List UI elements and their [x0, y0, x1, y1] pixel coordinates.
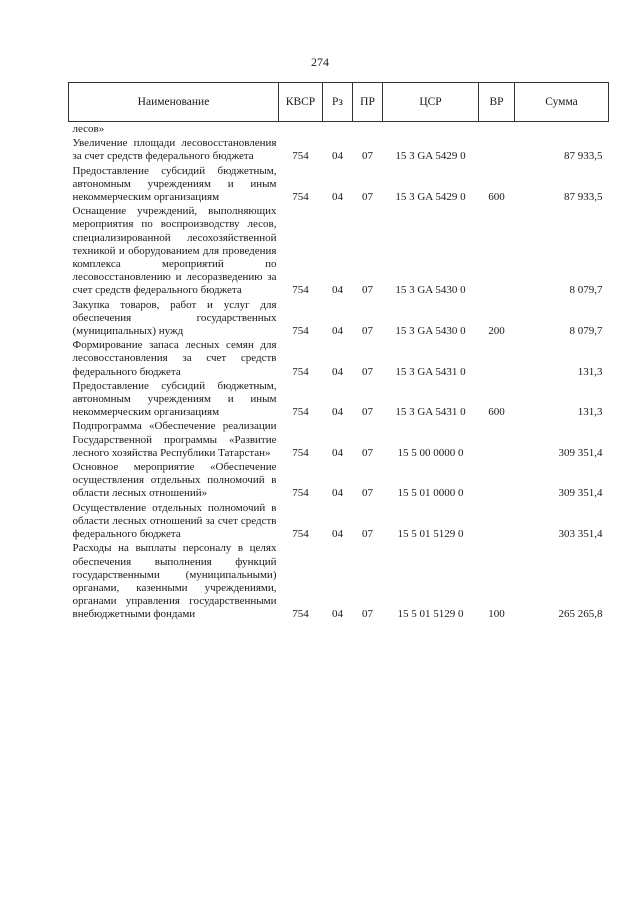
- row-name: Расходы на выплаты персоналу в целях обеспечения выполнения функций государственными (муниципальными) органами, казенными учреждениями, органами управления государственными внебюджетными фондами: [72, 542, 277, 621]
- row-vr: 100: [488, 608, 505, 621]
- row-csr: 15 5 01 0000 0: [397, 487, 464, 500]
- row-pr: 07: [362, 365, 373, 378]
- row-rz: 04: [332, 406, 343, 419]
- table-row: [69, 204, 609, 297]
- row-name: Закупка товаров, работ и услуг для обеспечения государственных (муниципальных) нужд: [72, 298, 277, 338]
- table-row: [69, 419, 609, 460]
- row-kvsr: 754: [292, 191, 309, 204]
- row-rz: 04: [332, 528, 343, 541]
- column-header-sum: Сумма: [515, 83, 609, 122]
- table-row: [69, 338, 609, 379]
- row-vr: [479, 136, 515, 163]
- row-rz: 04: [332, 608, 343, 621]
- column-header-kvsr: КВСР: [279, 83, 323, 122]
- row-name: Увеличение площади лесовосстановления за счет средств федерального бюджета: [72, 137, 277, 163]
- row-sum: [515, 122, 609, 137]
- row-rz: 04: [332, 487, 343, 500]
- row-vr: [479, 122, 515, 137]
- row-vr: 600: [488, 191, 505, 204]
- row-sum: 303 351,4: [558, 528, 603, 541]
- row-kvsr: 754: [292, 446, 309, 459]
- row-pr: 07: [362, 487, 373, 500]
- row-rz: 04: [332, 325, 343, 338]
- table-header-row: [69, 83, 609, 122]
- row-csr: 15 5 01 5129 0: [397, 608, 464, 621]
- row-kvsr: 754: [292, 406, 309, 419]
- row-kvsr: 754: [292, 608, 309, 621]
- row-name: Осуществление отдельных полномочий в области лесных отношений за счет средств федерального бюджета: [72, 501, 277, 541]
- row-kvsr: 754: [292, 325, 309, 338]
- row-pr: 07: [362, 528, 373, 541]
- row-csr: 15 3 GA 5430 0: [395, 284, 466, 297]
- row-sum: 265 265,8: [558, 608, 603, 621]
- row-sum: 8 079,7: [569, 325, 603, 338]
- table-row: [69, 379, 609, 420]
- row-rz: 04: [332, 150, 343, 163]
- row-name: Формирование запаса лесных семян для лесовосстановления за счет средств федерального бюджета: [72, 339, 277, 378]
- row-sum: 131,3: [577, 406, 603, 419]
- row-rz: 04: [332, 365, 343, 378]
- page-number: 274: [311, 55, 329, 69]
- budget-table: [68, 82, 609, 622]
- row-csr: 15 3 GA 5430 0: [395, 325, 466, 338]
- row-csr: 15 3 GA 5431 0: [395, 365, 466, 378]
- row-vr: [479, 419, 515, 460]
- row-csr: 15 3 GA 5429 0: [395, 191, 466, 204]
- row-csr: [383, 122, 479, 137]
- row-pr: 07: [362, 608, 373, 621]
- row-name: лесов»: [72, 123, 105, 135]
- column-header-pr: ПР: [353, 83, 383, 122]
- row-csr: 15 3 GA 5429 0: [395, 150, 466, 163]
- row-vr: 200: [488, 325, 505, 338]
- row-pr: 07: [362, 446, 373, 459]
- table-row: [69, 164, 609, 205]
- row-vr: [479, 338, 515, 379]
- table-row: [69, 501, 609, 542]
- column-header-name: Наименование: [69, 83, 279, 122]
- row-vr: [479, 204, 515, 297]
- row-pr: 07: [362, 191, 373, 204]
- row-kvsr: 754: [292, 365, 309, 378]
- column-header-vr: ВР: [479, 83, 515, 122]
- row-kvsr: 754: [292, 528, 309, 541]
- table-row: [69, 136, 609, 163]
- row-csr: 15 3 GA 5431 0: [395, 406, 466, 419]
- row-name: Подпрограмма «Обеспечение реализации Государственной программы «Развитие лесного хозяйства Республики Татарстан»: [72, 420, 277, 459]
- table-row: [69, 460, 609, 501]
- row-rz: 04: [332, 446, 343, 459]
- row-sum: 8 079,7: [569, 284, 603, 297]
- row-pr: 07: [362, 406, 373, 419]
- row-vr: [479, 460, 515, 501]
- row-rz: 04: [332, 284, 343, 297]
- row-name: Оснащение учреждений, выполняющих мероприятия по воспроизводству лесов, специализированной лесохозяйственной техникой и оборудованием для проведения комплекса мероприятий по лесовосстановлению и лесоразведению за счет средств федерального бюджета: [72, 205, 277, 297]
- row-rz: [323, 122, 353, 137]
- row-pr: 07: [362, 284, 373, 297]
- row-sum: 309 351,4: [558, 446, 603, 459]
- row-kvsr: 754: [292, 487, 309, 500]
- row-vr: 600: [488, 406, 505, 419]
- row-kvsr: [279, 122, 323, 137]
- row-csr: 15 5 01 5129 0: [397, 528, 464, 541]
- row-name: Предоставление субсидий бюджетным, автономным учреждениям и иным некоммерческим организациям: [72, 379, 277, 419]
- row-pr: [353, 122, 383, 137]
- row-name: Основное мероприятие «Обеспечение осуществления отдельных полномочий в области лесных отношений»: [72, 461, 277, 500]
- row-sum: 87 933,5: [564, 191, 603, 204]
- column-header-csr: ЦСР: [383, 83, 479, 122]
- table-row: [69, 122, 609, 137]
- row-rz: 04: [332, 191, 343, 204]
- table-row: [69, 541, 609, 621]
- row-sum: 87 933,5: [564, 150, 603, 163]
- row-kvsr: 754: [292, 150, 309, 163]
- row-sum: 131,3: [577, 365, 603, 378]
- row-name: Предоставление субсидий бюджетным, автономным учреждениям и иным некоммерческим организациям: [72, 164, 277, 204]
- row-csr: 15 5 00 0000 0: [397, 446, 464, 459]
- column-header-rz: Рз: [323, 83, 353, 122]
- table-row: [69, 298, 609, 339]
- row-sum: 309 351,4: [558, 487, 603, 500]
- row-vr: [479, 501, 515, 542]
- row-kvsr: 754: [292, 284, 309, 297]
- row-pr: 07: [362, 150, 373, 163]
- row-pr: 07: [362, 325, 373, 338]
